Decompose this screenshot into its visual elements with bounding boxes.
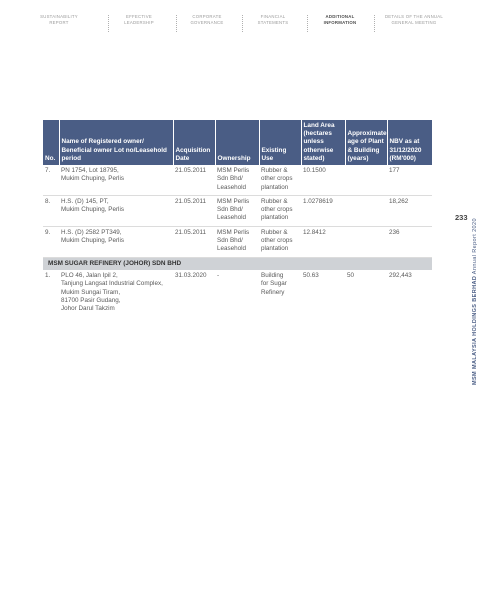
cell-nbv: 236 bbox=[387, 226, 432, 257]
cell-nbv: 177 bbox=[387, 165, 432, 195]
cell-land-area: 50.63 bbox=[303, 271, 319, 279]
cell-existing-use: Building for Sugar Refinery bbox=[261, 271, 287, 296]
cell-ownership: - bbox=[217, 271, 220, 279]
nav-financial-statements[interactable]: FINANCIAL STATEMENTS bbox=[257, 14, 289, 25]
cell-no: 7. bbox=[43, 165, 59, 195]
cell-no: 9. bbox=[43, 226, 59, 257]
cell-no: 1. bbox=[45, 271, 51, 279]
top-navigation bbox=[30, 14, 450, 36]
nav-divider bbox=[242, 15, 243, 32]
table-row bbox=[43, 270, 432, 316]
header-no: No. bbox=[43, 120, 59, 165]
nav-divider bbox=[176, 15, 177, 32]
nav-details-annual-general-meeting[interactable]: DETAILS OF THE ANNUAL GENERAL MEETING bbox=[384, 14, 444, 25]
cell-ownership: MSM Perlis Sdn Bhd/ Leasehold bbox=[215, 165, 259, 195]
page-number: 233 bbox=[455, 213, 468, 222]
report-title: Annual Report 2020 bbox=[472, 218, 478, 275]
header-ownership: Ownership bbox=[215, 120, 259, 165]
header-nbv: NBV as at 31/12/2020 (RM'000) bbox=[387, 120, 432, 165]
properties-table bbox=[43, 120, 432, 316]
cell-age bbox=[345, 226, 387, 257]
cell-acquisition-date: 21.05.2011 bbox=[173, 226, 215, 257]
header-owner: Name of Registered owner/ Beneficial owner Lot no/Leasehold period bbox=[59, 120, 173, 165]
company-title: MSM MALAYSIA HOLDINGS BERHAD bbox=[472, 275, 478, 385]
cell-acquisition-date: 21.05.2011 bbox=[173, 195, 215, 226]
nav-corporate-governance[interactable]: CORPORATE GOVERNANCE bbox=[190, 14, 224, 25]
table-row bbox=[43, 226, 432, 257]
cell-nbv: 18,262 bbox=[387, 195, 432, 226]
report-sidebar-title bbox=[472, 218, 478, 385]
nav-divider bbox=[108, 15, 109, 32]
cell-owner: H.S. (D) 2582 PT349, Mukim Chuping, Perlis bbox=[59, 226, 173, 257]
nav-divider bbox=[307, 15, 308, 32]
cell-age: 50 bbox=[347, 271, 355, 279]
nav-additional-information[interactable]: ADDITIONAL INFORMATION bbox=[323, 14, 357, 25]
nav-effective-leadership[interactable]: EFFECTIVE LEADERSHIP bbox=[124, 14, 154, 25]
table-header-row bbox=[43, 120, 432, 165]
cell-land-area: 12.8412 bbox=[301, 226, 345, 257]
cell-existing-use: Rubber & other crops plantation bbox=[259, 226, 301, 257]
cell-owner: PLO 46, Jalan Ipil 2, Tanjung Langsat Industrial Complex, Mukim Sungai Tiram, 81700 Pasir Gudang, Johor Darul Takzim bbox=[61, 271, 163, 313]
cell-acquisition-date: 31.03.2020 bbox=[175, 271, 207, 279]
table-row bbox=[43, 195, 432, 226]
cell-age bbox=[345, 195, 387, 226]
header-acquisition-date: Acquisition Date bbox=[173, 120, 215, 165]
cell-existing-use: Rubber & other crops plantation bbox=[259, 165, 301, 195]
nav-divider bbox=[374, 15, 375, 32]
cell-age bbox=[345, 165, 387, 195]
header-land-area: Land Area (hectares unless otherwise stated) bbox=[301, 120, 345, 165]
header-approximate-age: Approximate age of Plant & Building (years) bbox=[345, 120, 387, 165]
cell-land-area: 10.1500 bbox=[301, 165, 345, 195]
company-name: MSM SUGAR REFINERY (JOHOR) SDN BHD bbox=[43, 257, 432, 270]
cell-acquisition-date: 21.05.2011 bbox=[173, 165, 215, 195]
cell-existing-use: Rubber & other crops plantation bbox=[259, 195, 301, 226]
nav-sustainability-report[interactable]: SUSTAINABILITY REPORT bbox=[40, 14, 78, 25]
cell-land-area: 1.0278619 bbox=[301, 195, 345, 226]
cell-nbv: 292,443 bbox=[389, 271, 412, 279]
company-row bbox=[43, 257, 432, 270]
cell-no: 8. bbox=[43, 195, 59, 226]
cell-ownership: MSM Perlis Sdn Bhd/ Leasehold bbox=[215, 226, 259, 257]
cell-owner: H.S. (D) 145, PT, Mukim Chuping, Perlis bbox=[59, 195, 173, 226]
cell-owner: PN 1754, Lot 18795, Mukim Chuping, Perlis bbox=[59, 165, 173, 195]
cell-ownership: MSM Perlis Sdn Bhd/ Leasehold bbox=[215, 195, 259, 226]
header-existing-use: Existing Use bbox=[259, 120, 301, 165]
table-row bbox=[43, 165, 432, 195]
